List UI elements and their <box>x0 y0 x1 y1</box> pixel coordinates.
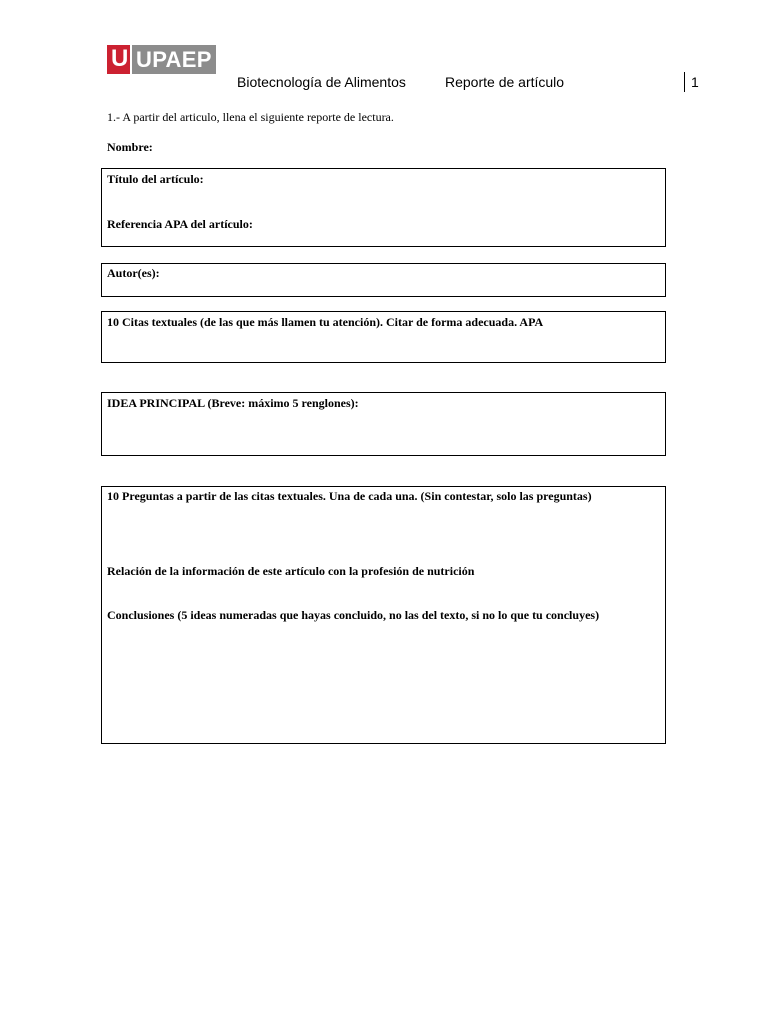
citas-box <box>101 311 666 363</box>
instructions: 1.- A partir del articulo, llena el siguiente reporte de lectura. <box>107 110 394 124</box>
citas-label: 10 Citas textuales (de las que más llamen tu atención). Citar de forma adecuada. APA <box>107 315 544 329</box>
logo-text: UPAEP <box>132 45 216 74</box>
page-number: 1 <box>691 74 699 90</box>
logo-u: U <box>111 45 129 72</box>
nombre-label: Nombre: <box>107 140 153 154</box>
idea-principal-label: IDEA PRINCIPAL (Breve: máximo 5 renglones): <box>107 396 359 410</box>
titulo-referencia-box <box>101 168 666 247</box>
titulo-label: Título del artículo: <box>107 172 204 186</box>
referencia-label: Referencia APA del artículo: <box>107 217 253 231</box>
preguntas-box <box>101 486 666 744</box>
report-title: Reporte de artículo <box>445 74 565 90</box>
upaep-logo <box>107 45 216 74</box>
preguntas-label: 10 Preguntas a partir de las citas textuales. Una de cada una. (Sin contestar, solo las preguntas) <box>107 489 592 503</box>
relacion-label: Relación de la información de este artículo con la profesión de nutrición <box>107 564 475 578</box>
page-number-separator <box>684 72 685 92</box>
course-title: Biotecnología de Alimentos <box>237 74 406 90</box>
idea-principal-box <box>101 392 666 456</box>
logo-mark <box>107 45 130 74</box>
conclusiones-label: Conclusiones (5 ideas numeradas que hayas concluido, no las del texto, si no lo que tu concluyes) <box>107 608 600 622</box>
autores-label: Autor(es): <box>107 266 160 280</box>
autores-box <box>101 263 666 297</box>
